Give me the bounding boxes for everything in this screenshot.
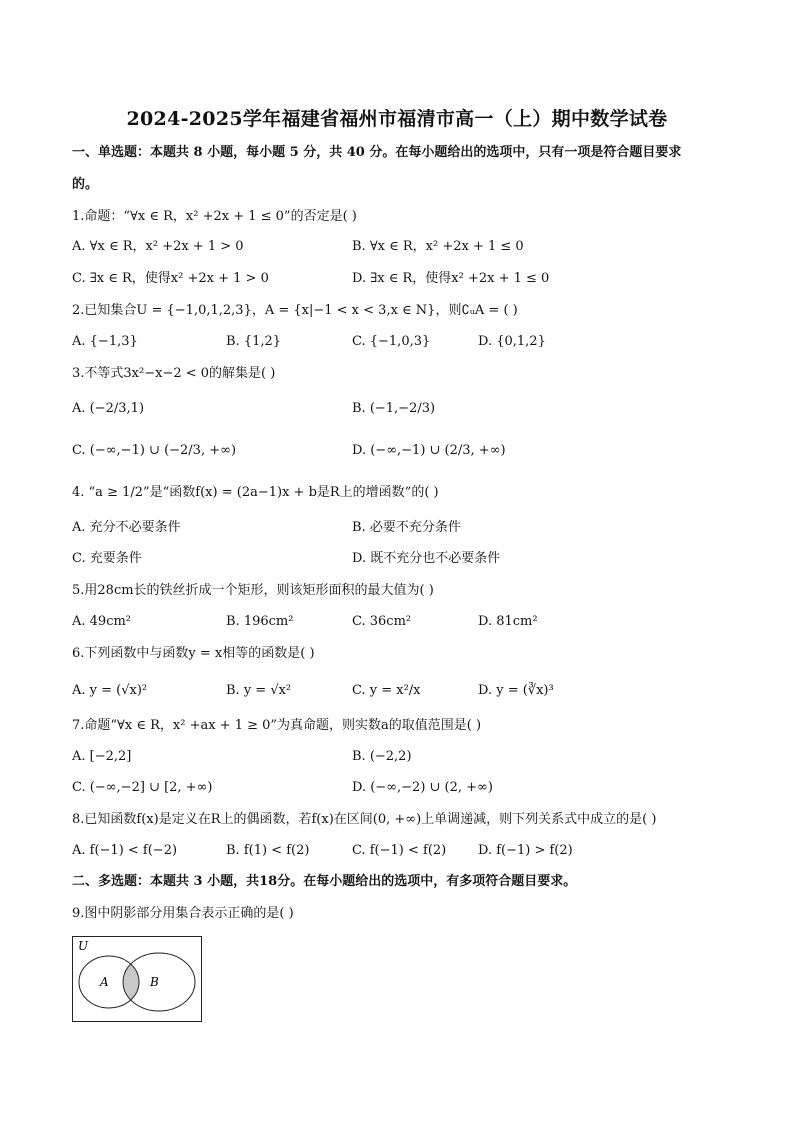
set-b-label: B	[150, 975, 159, 989]
question-1-option-d: D. ∃x ∈ R，使得x² +2x + 1 ≤ 0	[352, 271, 550, 286]
question-5-option-b: B. 196cm²	[226, 614, 294, 629]
question-2-option-c: C. {−1,0,3}	[352, 334, 431, 349]
question-4-option-a: A. 充分不必要条件	[72, 520, 181, 535]
set-a-label: A	[100, 975, 109, 989]
exam-title: 2024-2025学年福建省福州市福清市高一（上）期中数学试卷	[126, 108, 668, 130]
section-2-heading: 二、多选题：本题共 3 小题，共18分。在每小题给出的选项中，有多项符合题目要求。	[72, 874, 577, 889]
question-1-stem: 1.命题：“∀x ∈ R，x² +2x + 1 ≤ 0”的否定是( )	[72, 209, 357, 224]
question-6-option-b: B. y = √x²	[226, 683, 292, 698]
question-1-option-a: A. ∀x ∈ R，x² +2x + 1 > 0	[72, 239, 244, 254]
question-5-option-c: C. 36cm²	[352, 614, 412, 629]
question-4-option-b: B. 必要不充分条件	[352, 520, 461, 535]
question-3-stem: 3.不等式3x²−x−2 < 0的解集是( )	[72, 366, 276, 381]
question-2-option-b: B. {1,2}	[226, 334, 282, 349]
question-6-option-d: D. y = (∛x)³	[478, 683, 554, 698]
section-1-heading-cont: 的。	[72, 177, 99, 192]
question-1-option-b: B. ∀x ∈ R，x² +2x + 1 ≤ 0	[352, 239, 524, 254]
section-1-heading: 一、单选题：本题共 8 小题，每小题 5 分，共 40 分。在每小题给出的选项中，只有一项是符合题目要求	[72, 145, 682, 160]
question-2-option-a: A. {−1,3}	[72, 334, 138, 349]
universe-label: U	[78, 939, 89, 953]
question-8-stem: 8.已知函数f(x)是定义在R上的偶函数，若f(x)在区间(0, +∞)上单调递减，则下列关系式中成立的是( )	[72, 812, 657, 827]
question-8-option-d: D. f(−1) > f(2)	[478, 843, 573, 858]
question-4-option-d: D. 既不充分也不必要条件	[352, 551, 501, 566]
question-7-option-b: B. (−2,2)	[352, 749, 412, 764]
question-8-option-b: B. f(1) < f(2)	[226, 843, 310, 858]
question-2-option-d: D. {0,1,2}	[478, 334, 546, 349]
question-9-stem: 9.图中阴影部分用集合表示正确的是( )	[72, 906, 294, 921]
question-5-option-a: A. 49cm²	[72, 614, 132, 629]
question-6-option-a: A. y = (√x)²	[72, 683, 148, 698]
question-5-option-d: D. 81cm²	[478, 614, 538, 629]
question-7-option-a: A. [−2,2]	[72, 749, 132, 764]
question-3-option-c: C. (−∞,−1) ∪ (−2/3, +∞)	[72, 443, 237, 458]
question-4-stem: 4. “a ≥ 1/2”是“函数f(x) = (2a−1)x + b是R上的增函数”的( )	[72, 485, 439, 500]
question-3-option-b: B. (−1,−2/3)	[352, 401, 436, 416]
question-8-option-c: C. f(−1) < f(2)	[352, 843, 447, 858]
question-3-option-d: D. (−∞,−1) ∪ (2/3, +∞)	[352, 443, 506, 458]
question-3-option-a: A. (−2/3,1)	[72, 401, 145, 416]
question-6-option-c: C. y = x²/x	[352, 683, 421, 698]
venn-diagram	[72, 936, 202, 1022]
question-8-option-a: A. f(−1) < f(−2)	[72, 843, 178, 858]
question-7-option-c: C. (−∞,−2] ∪ [2, +∞)	[72, 780, 213, 795]
question-2-stem: 2.已知集合U = {−1,0,1,2,3}，A = {x|−1 < x < 3,x ∈ N}，则∁ᵤA = ( )	[72, 303, 518, 318]
question-6-stem: 6.下列函数中与函数y = x相等的函数是( )	[72, 646, 315, 661]
question-7-option-d: D. (−∞,−2) ∪ (2, +∞)	[352, 780, 493, 795]
question-7-stem: 7.命题“∀x ∈ R，x² +ax + 1 ≥ 0”为真命题，则实数a的取值范围是( )	[72, 718, 482, 733]
question-1-option-c: C. ∃x ∈ R，使得x² +2x + 1 > 0	[72, 271, 269, 286]
question-4-option-c: C. 充要条件	[72, 551, 142, 566]
question-5-stem: 5.用28cm长的铁丝折成一个矩形，则该矩形面积的最大值为( )	[72, 583, 434, 598]
